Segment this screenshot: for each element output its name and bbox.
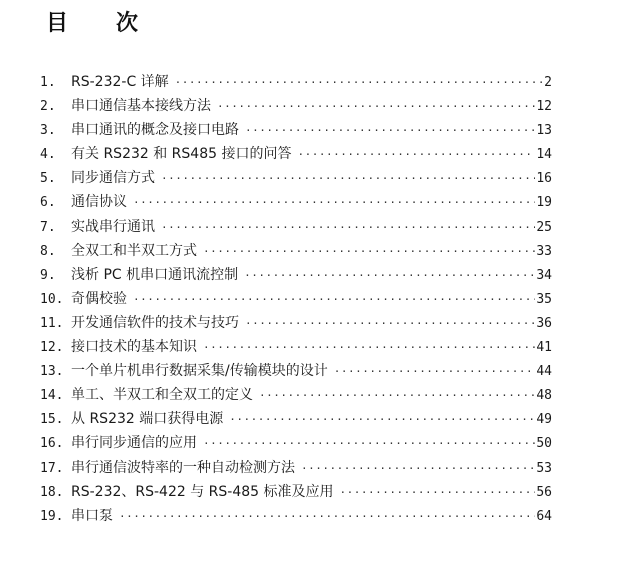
toc-entry-number: 11.: [40, 315, 64, 331]
toc-entry-number: 5.: [40, 171, 56, 187]
toc-entry-title: 串口泵: [71, 507, 113, 524]
toc-entry-number: 14.: [40, 388, 64, 404]
toc-entry-leader-dots: [301, 459, 535, 479]
toc-entry-title: RS-232-C 详解: [71, 74, 169, 90]
toc-entry-title: 浅析 PC 机串口通讯流控制: [71, 266, 239, 283]
toc-entry-number: 6.: [40, 195, 56, 211]
toc-entry-leader-dots: [119, 507, 535, 527]
toc-entry-page-number: 14: [536, 147, 552, 163]
toc-entry-number: 19.: [40, 508, 64, 524]
toc-entry-number: 13.: [40, 364, 64, 380]
toc-entry[interactable]: [40, 313, 552, 337]
toc-entry-title: 接口技术的基本知识: [71, 339, 197, 356]
toc-entry-leader-dots: [334, 362, 536, 382]
toc-entry-page-number: 56: [536, 484, 552, 500]
toc-entry-title: 有关 RS232 和 RS485 接口的问答: [71, 146, 292, 163]
toc-entry[interactable]: [40, 458, 552, 482]
toc-entry-leader-dots: [175, 73, 544, 93]
toc-entry-leader-dots: [297, 145, 535, 165]
toc-entry-page-number: 41: [536, 340, 552, 356]
toc-entry-number: 17.: [40, 460, 64, 476]
toc-entry-page-number: 49: [536, 412, 552, 428]
toc-entry[interactable]: [40, 217, 552, 241]
toc-title-char-1: 目: [46, 11, 69, 36]
toc-entry[interactable]: [40, 96, 552, 120]
toc-entry-title: 通信协议: [71, 194, 127, 211]
toc-entry[interactable]: [40, 265, 552, 289]
toc-entry-title: 开发通信软件的技术与技巧: [71, 314, 239, 331]
toc-title-char-2: 次: [116, 11, 139, 36]
toc-entry-title: 串口通讯的概念及接口电路: [71, 122, 239, 139]
toc-entry-page-number: 2: [544, 75, 552, 90]
toc-entry-number: 4.: [40, 147, 56, 163]
toc-list: [40, 72, 552, 530]
toc-entry-page-number: 19: [536, 195, 552, 211]
toc-entry-leader-dots: [217, 97, 535, 117]
toc-entry-leader-dots: [259, 386, 535, 406]
toc-entry-title: 同步通信方式: [71, 170, 155, 187]
toc-entry-leader-dots: [244, 266, 535, 286]
toc-entry[interactable]: [40, 241, 552, 265]
toc-entry-page-number: 33: [536, 243, 552, 259]
toc-entry-page-number: 25: [536, 219, 552, 235]
toc-entry[interactable]: [40, 289, 552, 313]
toc-entry-leader-dots: [203, 242, 535, 262]
toc-entry-page-number: 12: [536, 99, 552, 115]
toc-entry[interactable]: [40, 192, 552, 216]
toc-entry-title: 串行通信波特率的一种自动检测方法: [71, 459, 295, 476]
toc-entry[interactable]: [40, 168, 552, 192]
toc-entry-title: 串行同步通信的应用: [71, 435, 197, 452]
toc-entry-page-number: 48: [536, 388, 552, 404]
toc-entry-title: 串口通信基本接线方法: [71, 98, 211, 115]
toc-entry[interactable]: [40, 72, 552, 96]
toc-entry-leader-dots: [203, 338, 535, 358]
toc-entry-leader-dots: [245, 314, 535, 334]
toc-entry-leader-dots: [203, 434, 535, 454]
toc-entry-page-number: 44: [536, 364, 552, 380]
toc-entry-number: 16.: [40, 436, 64, 452]
toc-entry-number: 10.: [40, 291, 64, 307]
toc-entry-number: 18.: [40, 484, 64, 500]
toc-entry[interactable]: [40, 361, 552, 385]
toc-entry-title: RS-232、RS-422 与 RS-485 标准及应用: [71, 483, 334, 500]
toc-entry-page-number: 50: [536, 436, 552, 452]
toc-entry-leader-dots: [161, 218, 535, 238]
toc-entry-page-number: 16: [536, 171, 552, 187]
toc-entry[interactable]: [40, 409, 552, 433]
toc-entry-number: 9.: [40, 267, 56, 283]
toc-entry[interactable]: [40, 385, 552, 409]
toc-entry-number: 1.: [40, 75, 56, 90]
toc-entry[interactable]: [40, 120, 552, 144]
toc-entry[interactable]: [40, 144, 552, 168]
toc-entry-page-number: 34: [536, 267, 552, 283]
toc-entry[interactable]: [40, 337, 552, 361]
toc-entry-number: 12.: [40, 340, 64, 356]
toc-entry-leader-dots: [245, 121, 535, 141]
toc-entry-leader-dots: [229, 410, 535, 430]
toc-entry-page-number: 53: [536, 460, 552, 476]
toc-entry[interactable]: [40, 506, 552, 530]
toc-title: [46, 6, 138, 37]
toc-entry-number: 15.: [40, 412, 64, 428]
toc-entry-title: 全双工和半双工方式: [71, 242, 197, 259]
toc-entry-leader-dots: [161, 169, 535, 189]
toc-entry-number: 2.: [40, 99, 56, 115]
toc-entry-leader-dots: [340, 483, 536, 503]
toc-entry-leader-dots: [133, 193, 535, 213]
toc-entry-number: 8.: [40, 243, 56, 259]
toc-entry-title: 一个单片机串行数据采集/传输模块的设计: [71, 363, 328, 380]
toc-entry-number: 7.: [40, 219, 56, 235]
toc-entry[interactable]: [40, 433, 552, 457]
toc-entry-title: 奇偶校验: [71, 290, 127, 307]
toc-entry[interactable]: [40, 482, 552, 506]
toc-entry-page-number: 64: [536, 508, 552, 524]
toc-entry-title: 从 RS232 端口获得电源: [71, 411, 224, 428]
toc-entry-leader-dots: [133, 290, 535, 310]
toc-entry-number: 3.: [40, 123, 56, 139]
toc-entry-page-number: 35: [536, 291, 552, 307]
toc-entry-title: 单工、半双工和全双工的定义: [71, 387, 253, 404]
toc-entry-title: 实战串行通讯: [71, 218, 155, 235]
toc-entry-page-number: 36: [536, 315, 552, 331]
toc-entry-page-number: 13: [536, 123, 552, 139]
